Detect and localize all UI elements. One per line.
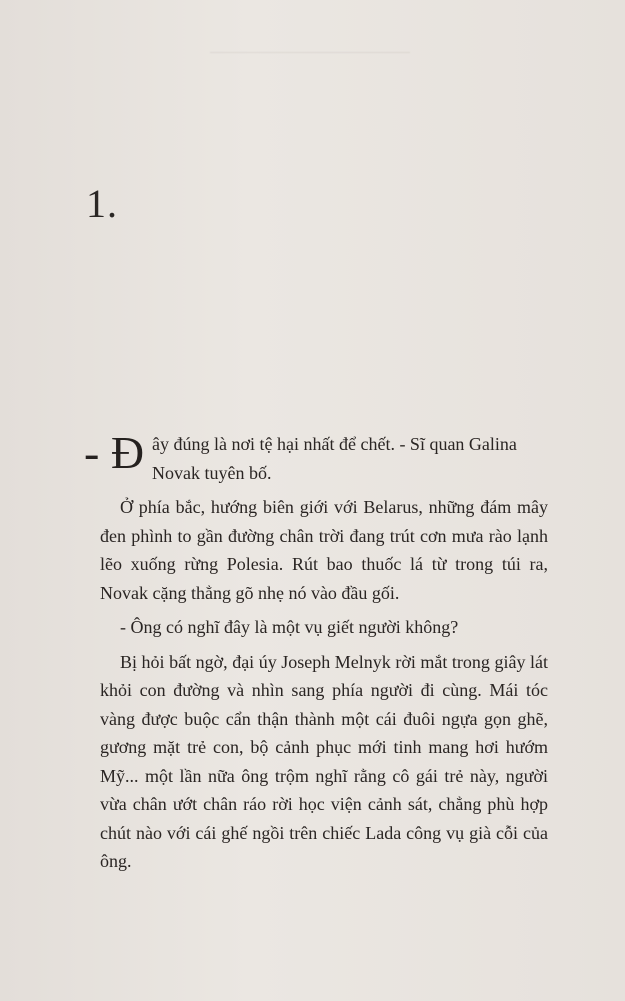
opening-line-1: ây đúng là nơi tệ hại nhất để chết. - Sĩ quan Galina xyxy=(152,434,517,454)
paragraph: Ở phía bắc, hướng biên giới với Belarus, những đám mây đen phình to gần đường chân trời đang trút cơn mưa rào lạnh lẽo xuống rừng Polesia. Rút bao thuốc lá từ trong túi ra, Novak cặng thẳng gõ nhẹ nó vào đầu gối. xyxy=(100,497,548,603)
drop-cap: - Đ xyxy=(84,427,145,478)
chapter-number: 1. xyxy=(86,181,118,226)
body-text xyxy=(100,430,548,876)
opening-line-2: Novak tuyên bố. xyxy=(152,462,272,483)
paragraph: Bị hỏi bất ngờ, đại úy Joseph Melnyk rời mắt trong giây lát khỏi con đường và nhìn sang phía người đi cùng. Mái tóc vàng được buộc cẩn thận thành một cái đuôi ngựa gọn ghẽ, gương mặt trẻ con, bộ cảnh phục mới tinh mang hơi hướm Mỹ... một lần nữa ông trộm nghĩ rằng cô gái trẻ này, người vừa chân ướt chân ráo rời học viện cảnh sát, chẳng phù hợp chút nào với cái ghế ngồi trên chiếc Lada công vụ già cỗi của ông. xyxy=(100,651,548,871)
opening-paragraph xyxy=(100,430,548,487)
dialogue-line: - Ông có nghĩ đây là một vụ giết người không? xyxy=(120,617,459,637)
